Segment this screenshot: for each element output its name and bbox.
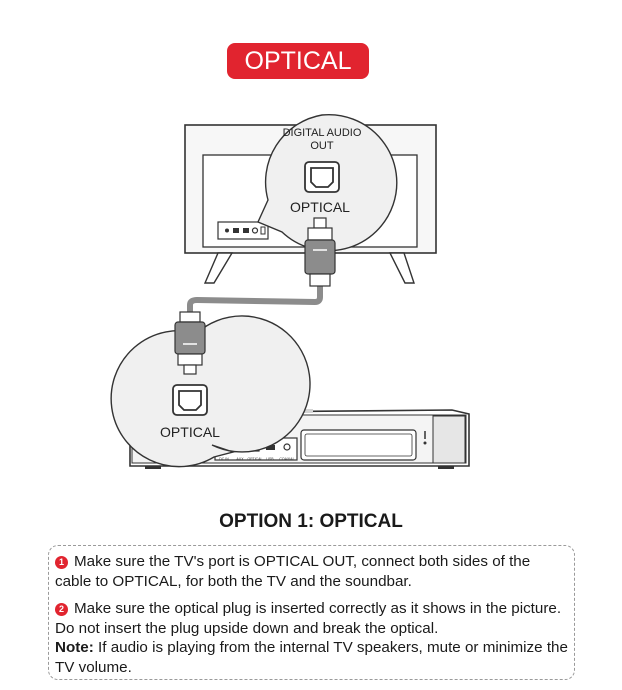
step-2-number-icon: 2 bbox=[55, 603, 68, 616]
port-label-optical: OPTICAL bbox=[247, 457, 263, 461]
optical-cable bbox=[190, 285, 320, 318]
port-label-dcin: DC IN bbox=[219, 457, 229, 461]
tv-callout-line1: DIGITAL AUDIO bbox=[282, 127, 362, 139]
step-2 bbox=[55, 599, 568, 677]
option-title: OPTION 1: OPTICAL bbox=[219, 511, 403, 532]
tv-optical-plug bbox=[305, 218, 335, 286]
tv-port-label: OPTICAL bbox=[290, 199, 350, 215]
step-1 bbox=[55, 552, 568, 591]
note-text: If audio is playing from the internal TV speakers, mute or minimize the TV volume. bbox=[55, 639, 568, 676]
soundbar-port-label: OPTICAL bbox=[160, 424, 220, 440]
tv-callout-line2: OUT bbox=[310, 140, 334, 152]
step-1-number-icon: 1 bbox=[55, 556, 68, 569]
port-label-usb: USB bbox=[266, 457, 274, 461]
note-label: Note: bbox=[55, 639, 94, 656]
port-label-coaxial: COAXIAL bbox=[279, 457, 295, 461]
soundbar-optical-plug bbox=[175, 312, 205, 374]
step-2-text: Make sure the optical plug is inserted correctly as it shows in the picture. Do not insert the plug upside down and break the optical. bbox=[55, 600, 562, 637]
step-1-text: Make sure the TV's port is OPTICAL OUT, connect both sides of the cable to OPTICAL, for both the TV and the soundbar. bbox=[55, 553, 531, 590]
instructions-box bbox=[48, 545, 575, 680]
port-label-aux: AUX bbox=[236, 457, 244, 461]
optical-badge: OPTICAL bbox=[227, 43, 369, 79]
